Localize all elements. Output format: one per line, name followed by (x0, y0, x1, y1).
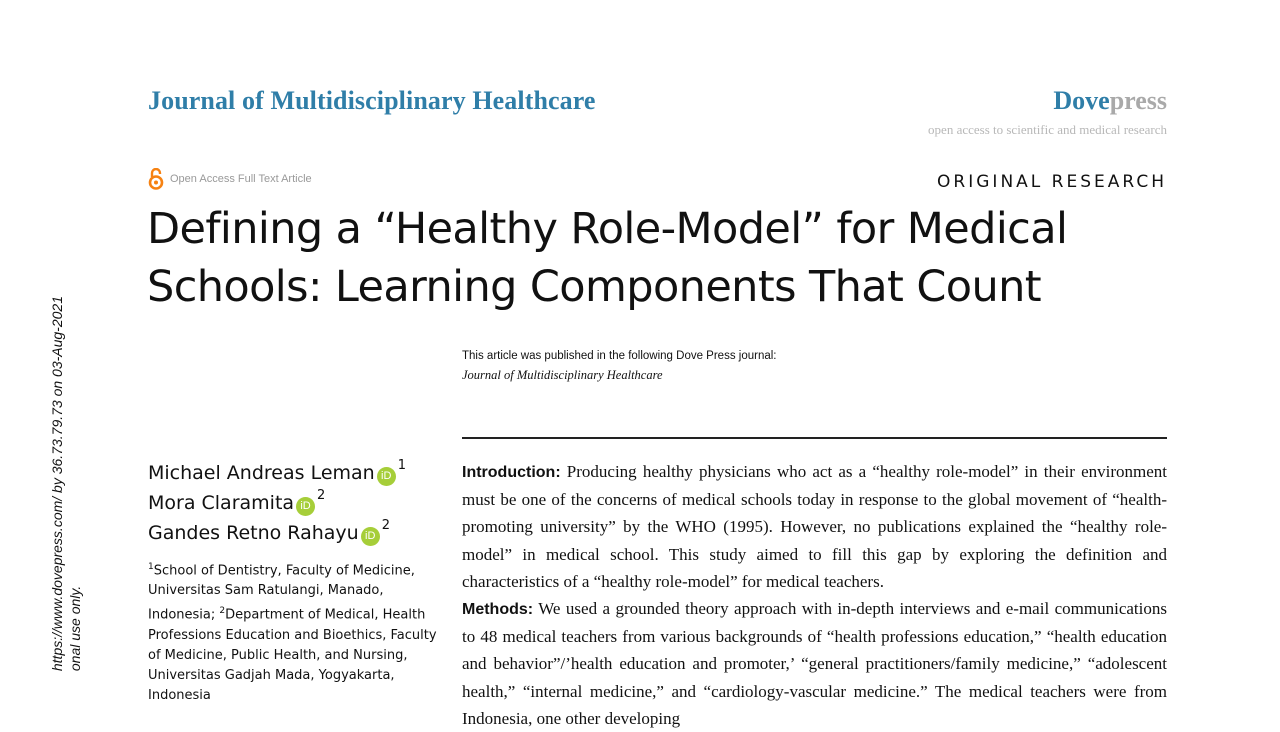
author-item (148, 518, 406, 548)
open-access-badge (148, 168, 312, 190)
publisher-name (928, 86, 1167, 116)
author-list (148, 458, 406, 548)
author-name[interactable]: Gandes Retno Rahayu (148, 522, 359, 544)
orcid-icon[interactable]: iD (361, 527, 380, 546)
publisher-name-dove: Dove (1053, 86, 1110, 115)
article-title (147, 200, 1107, 316)
methods-text: We used a grounded theory approach with in-depth interviews and e-mail communications to 48 medical teachers from various backgrounds of “health professions education,” “health education and behavior”/’health education and promoter,’ “general practitioners/family medicine,” “adolescent health,” “internal medicine,” and “cardiology-vascular medicine.” The medical teachers were from Indonesia, one other developing (462, 599, 1167, 728)
journal-title: Journal of Multidisciplinary Healthcare (148, 86, 596, 115)
author-name[interactable]: Michael Andreas Leman (148, 462, 375, 484)
affiliations (148, 557, 438, 706)
publisher-logo (928, 86, 1167, 138)
watermark-line-2: onal use only. (67, 585, 83, 672)
article-type: ORIGINAL RESEARCH (937, 172, 1167, 192)
affiliation-number: 1 (148, 562, 154, 572)
author-item (148, 458, 406, 488)
affiliation-number: 2 (219, 606, 226, 617)
affiliation-text: School of Dentistry, Faculty of Medicine, Universitas Sam Ratulangi, Manado, Indonesia; (148, 563, 415, 623)
orcid-icon[interactable]: iD (296, 497, 315, 516)
open-access-label: Open Access Full Text Article (170, 173, 312, 185)
author-affiliation-number: 2 (381, 517, 390, 533)
publisher-name-press: press (1109, 86, 1167, 115)
abstract-methods (462, 595, 1167, 732)
affiliation-text: Department of Medical, Health Professions Education and Bioethics, Faculty of Medicine, Public Health, and Nursing, Universitas Gadjah Mada, Yogyakarta, Indonesia (148, 607, 437, 703)
author-item (148, 488, 406, 518)
publication-note (462, 347, 777, 385)
author-affiliation-number: 1 (397, 457, 406, 473)
author-affiliation-number: 2 (317, 487, 326, 503)
orcid-icon[interactable]: iD (377, 467, 396, 486)
open-access-icon (148, 168, 164, 190)
introduction-text: Producing healthy physicians who act as a “healthy role-model” in their environment must be one of the concerns of medical schools today in response to the global movement of “health-promoting university” by the WHO (1995). However, no publications explained the “healthy role-model” in medical school. This study aimed to fill this gap by exploring the definition and characteristics of a “healthy role-model” for medical teachers. (462, 462, 1167, 591)
introduction-heading: Introduction: (462, 464, 561, 481)
publisher-tagline: open access to scientific and medical research (928, 122, 1167, 137)
abstract (462, 458, 1167, 732)
publication-note-journal: Journal of Multidisciplinary Healthcare (462, 368, 663, 382)
title-line-2: Schools: Learning Components That Count (147, 262, 1042, 312)
watermark-line-1: https://www.dovepress.com/ by 36.73.79.73 on 03-Aug-2021 (49, 296, 65, 672)
methods-heading: Methods: (462, 601, 534, 619)
abstract-divider (462, 437, 1167, 439)
download-watermark (48, 296, 84, 671)
author-name[interactable]: Mora Claramita (148, 492, 295, 514)
abstract-introduction (462, 458, 1167, 595)
title-line-1: Defining a “Healthy Role-Model” for Medical (147, 204, 1068, 254)
publication-note-text: This article was published in the following Dove Press journal: (462, 350, 777, 362)
